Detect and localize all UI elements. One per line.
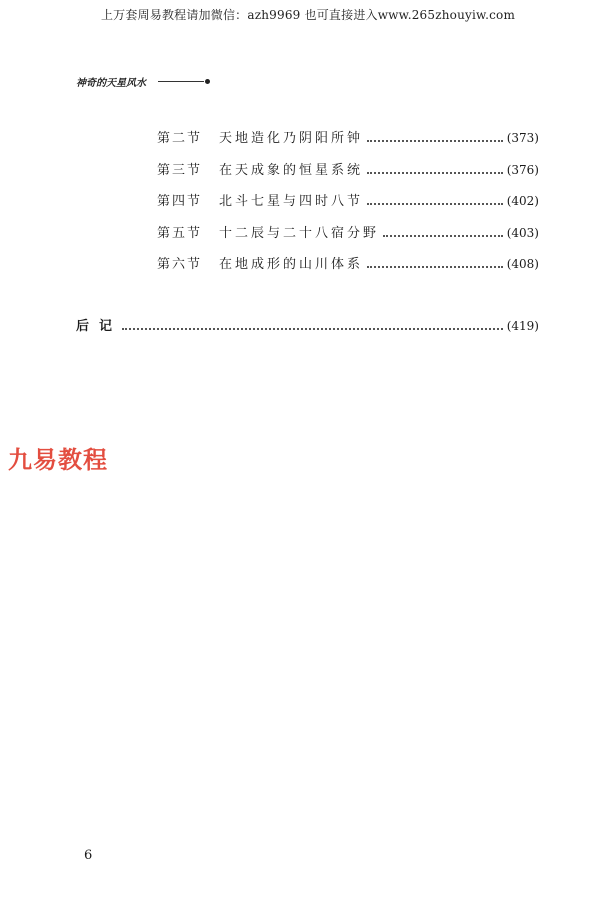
afterword-page-number: (419) — [506, 319, 539, 333]
page-number: 6 — [84, 848, 93, 863]
toc-page-number: (408) — [506, 257, 539, 271]
toc-page-number: (403) — [506, 225, 539, 240]
toc-entry — [157, 190, 539, 222]
header-rule — [158, 81, 204, 82]
book-title: 神奇的天星风水 — [76, 78, 146, 89]
dot-leader — [367, 266, 503, 268]
toc-entry — [157, 159, 539, 191]
header-dot-icon — [205, 79, 210, 84]
toc-section-label: 第三节 — [157, 162, 203, 178]
watermark-text: 九易教程 — [8, 446, 108, 474]
toc-page-number: (376) — [506, 162, 539, 177]
dot-leader — [367, 203, 503, 205]
toc-entry — [157, 222, 539, 254]
toc-entry — [157, 127, 539, 159]
dot-leader — [367, 172, 503, 174]
toc-entry-title: 十二辰与二十八宿分野 — [219, 225, 380, 241]
toc-entry-title: 天地造化乃阴阳所钟 — [219, 131, 364, 146]
toc-section-label: 第五节 — [157, 225, 203, 241]
afterword-title: 后记 — [76, 319, 123, 334]
table-of-contents — [157, 127, 539, 285]
dot-leader — [122, 328, 503, 330]
dot-leader — [383, 235, 503, 237]
top-banner: 上万套周易教程请加微信：azh9969 也可直接进入www.265zhouyiw.com — [100, 8, 516, 22]
dot-leader — [367, 140, 503, 142]
toc-section-label: 第六节 — [157, 257, 203, 272]
toc-entry-title: 在天成象的恒星系统 — [219, 162, 364, 178]
toc-page-number: (402) — [506, 194, 539, 208]
toc-section-label: 第二节 — [157, 131, 203, 146]
toc-afterword-entry — [76, 315, 539, 334]
toc-entry — [157, 253, 539, 285]
toc-entry-title: 北斗七星与四时八节 — [219, 194, 364, 209]
toc-page-number: (373) — [506, 131, 539, 145]
toc-entry-title: 在地成形的山川体系 — [219, 257, 364, 272]
running-header — [76, 74, 210, 89]
toc-section-label: 第四节 — [157, 194, 203, 209]
